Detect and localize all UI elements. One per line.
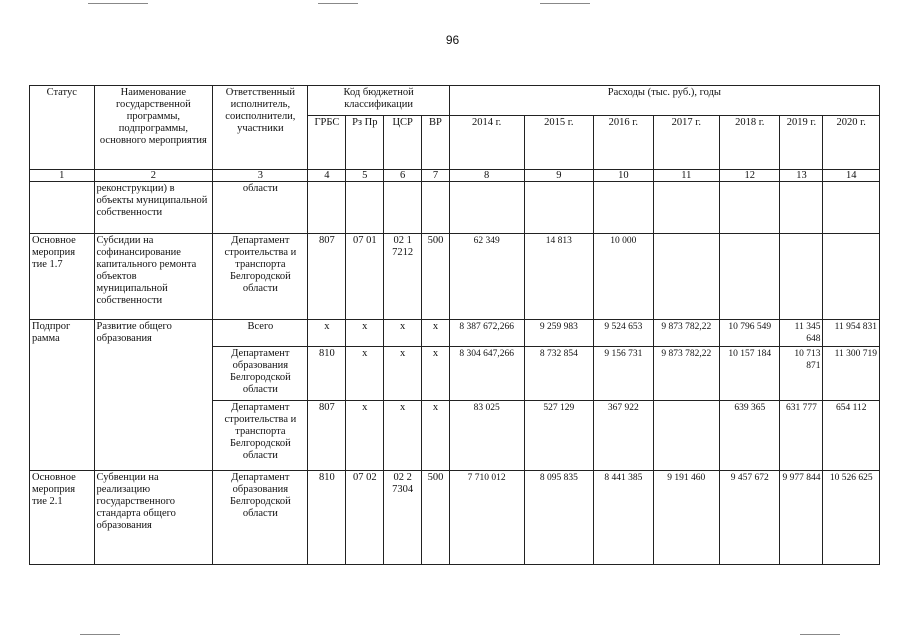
row-status: Основное мероприя тие 1.7: [30, 234, 95, 320]
row-responsible: Департамент строительства и транспорта Белгородской области: [213, 234, 308, 320]
row-csr: [384, 182, 422, 234]
row-grbs: 810: [308, 471, 346, 565]
row-value-2018: [720, 182, 780, 234]
row-value-2014: 7 710 012: [449, 471, 524, 565]
header-year-2015: 2015 г.: [524, 116, 594, 170]
header-budget-code: Код бюджетной классификации: [308, 86, 449, 116]
row-value-2018: [720, 234, 780, 320]
row-value-2015: [524, 182, 594, 234]
row-grbs: 810: [308, 347, 346, 401]
row-name: Субвенции на реализацию государственного стандарта общего образования: [94, 471, 213, 565]
row-status: Подпрог рамма: [30, 320, 95, 471]
row-status: Основное мероприя тие 2.1: [30, 471, 95, 565]
row-value-2018: 9 457 672: [720, 471, 780, 565]
row-value-2020: [823, 234, 880, 320]
row-value-2017: 9 873 782,22: [653, 347, 720, 401]
scan-edge-bottom-left: [80, 634, 120, 635]
row-name: реконструкции) в объекты муниципальной собственности: [94, 182, 213, 234]
table-row: [30, 234, 880, 320]
row-responsible: Департамент образования Белгородской области: [213, 347, 308, 401]
row-vr: 500: [422, 234, 450, 320]
scan-edge-top-right: [540, 3, 590, 4]
col-index: 10: [594, 170, 653, 182]
row-value-2020: 11 300 719: [823, 347, 880, 401]
table-row: [30, 320, 880, 347]
row-csr: х: [384, 347, 422, 401]
col-index: 14: [823, 170, 880, 182]
table-row: [30, 471, 880, 565]
row-grbs: х: [308, 320, 346, 347]
header-year-2020: 2020 г.: [823, 116, 880, 170]
row-csr: х: [384, 401, 422, 471]
row-vr: х: [422, 320, 450, 347]
row-responsible: Всего: [213, 320, 308, 347]
header-expenses: Расходы (тыс. руб.), годы: [449, 86, 879, 116]
header-csr: ЦСР: [384, 116, 422, 170]
row-value-2020: [823, 182, 880, 234]
row-value-2018: 10 796 549: [720, 320, 780, 347]
row-responsible: области: [213, 182, 308, 234]
column-index-row: [30, 170, 880, 182]
table-row: [30, 182, 880, 234]
row-grbs: 807: [308, 234, 346, 320]
row-value-2015: 9 259 983: [524, 320, 594, 347]
header-year-2014: 2014 г.: [449, 116, 524, 170]
row-vr: х: [422, 347, 450, 401]
row-value-2017: [653, 182, 720, 234]
row-vr: [422, 182, 450, 234]
row-value-2014: 83 025: [449, 401, 524, 471]
header-year-2017: 2017 г.: [653, 116, 720, 170]
row-value-2017: 9 873 782,22: [653, 320, 720, 347]
header-year-2018: 2018 г.: [720, 116, 780, 170]
row-value-2020: 654 112: [823, 401, 880, 471]
col-index: 3: [213, 170, 308, 182]
col-index: 1: [30, 170, 95, 182]
row-value-2016: 367 922: [594, 401, 653, 471]
scan-edge-top-left: [88, 3, 148, 4]
row-value-2017: [653, 401, 720, 471]
row-value-2014: 8 304 647,266: [449, 347, 524, 401]
page-number: 96: [445, 33, 460, 47]
row-value-2016: 9 156 731: [594, 347, 653, 401]
col-index: 6: [384, 170, 422, 182]
row-value-2015: 8 732 854: [524, 347, 594, 401]
scan-edge-bottom-right: [800, 634, 840, 635]
row-value-2019: [780, 182, 823, 234]
col-index: 5: [346, 170, 384, 182]
row-status: [30, 182, 95, 234]
row-value-2014: 8 387 672,266: [449, 320, 524, 347]
row-grbs: 807: [308, 401, 346, 471]
row-name: Субсидии на софинансирование капитального ремонта объектов муниципальной собственности: [94, 234, 213, 320]
row-responsible: Департамент образования Белгородской области: [213, 471, 308, 565]
header-status: Статус: [30, 86, 95, 170]
header-responsible: Ответственный исполнитель, соисполнители, участники: [213, 86, 308, 170]
row-value-2017: [653, 234, 720, 320]
row-value-2019: 10 713 871: [780, 347, 823, 401]
col-index: 2: [94, 170, 213, 182]
row-rzpr: х: [346, 347, 384, 401]
col-index: 13: [780, 170, 823, 182]
row-name: Развитие общего образования: [94, 320, 213, 471]
scan-edge-top-mid: [318, 3, 358, 4]
row-value-2016: 9 524 653: [594, 320, 653, 347]
budget-table: [29, 85, 880, 565]
row-value-2020: 11 954 831: [823, 320, 880, 347]
header-name: Наименование государственной программы, подпрограммы, основного мероприятия: [94, 86, 213, 170]
row-value-2019: [780, 234, 823, 320]
col-index: 7: [422, 170, 450, 182]
row-value-2019: 631 777: [780, 401, 823, 471]
col-index: 8: [449, 170, 524, 182]
row-value-2019: 9 977 844: [780, 471, 823, 565]
col-index: 9: [524, 170, 594, 182]
row-csr: 02 1 7212: [384, 234, 422, 320]
row-vr: х: [422, 401, 450, 471]
header-row-1: [30, 86, 880, 116]
row-grbs: [308, 182, 346, 234]
row-responsible: Департамент строительства и транспорта Белгородской области: [213, 401, 308, 471]
row-csr: х: [384, 320, 422, 347]
row-value-2016: [594, 182, 653, 234]
header-grbs: ГРБС: [308, 116, 346, 170]
row-csr: 02 2 7304: [384, 471, 422, 565]
header-rzpr: Рз Пр: [346, 116, 384, 170]
row-rzpr: 07 01: [346, 234, 384, 320]
header-vr: ВР: [422, 116, 450, 170]
col-index: 11: [653, 170, 720, 182]
col-index: 4: [308, 170, 346, 182]
row-value-2018: 10 157 184: [720, 347, 780, 401]
row-value-2017: 9 191 460: [653, 471, 720, 565]
row-rzpr: [346, 182, 384, 234]
col-index: 12: [720, 170, 780, 182]
row-value-2015: 14 813: [524, 234, 594, 320]
row-value-2020: 10 526 625: [823, 471, 880, 565]
row-value-2014: 62 349: [449, 234, 524, 320]
row-rzpr: 07 02: [346, 471, 384, 565]
header-year-2016: 2016 г.: [594, 116, 653, 170]
row-vr: 500: [422, 471, 450, 565]
row-value-2015: 527 129: [524, 401, 594, 471]
row-value-2014: [449, 182, 524, 234]
row-value-2018: 639 365: [720, 401, 780, 471]
row-rzpr: х: [346, 401, 384, 471]
row-value-2016: 8 441 385: [594, 471, 653, 565]
row-rzpr: х: [346, 320, 384, 347]
header-year-2019: 2019 г.: [780, 116, 823, 170]
row-value-2016: 10 000: [594, 234, 653, 320]
row-value-2019: 11 345 648: [780, 320, 823, 347]
row-value-2015: 8 095 835: [524, 471, 594, 565]
